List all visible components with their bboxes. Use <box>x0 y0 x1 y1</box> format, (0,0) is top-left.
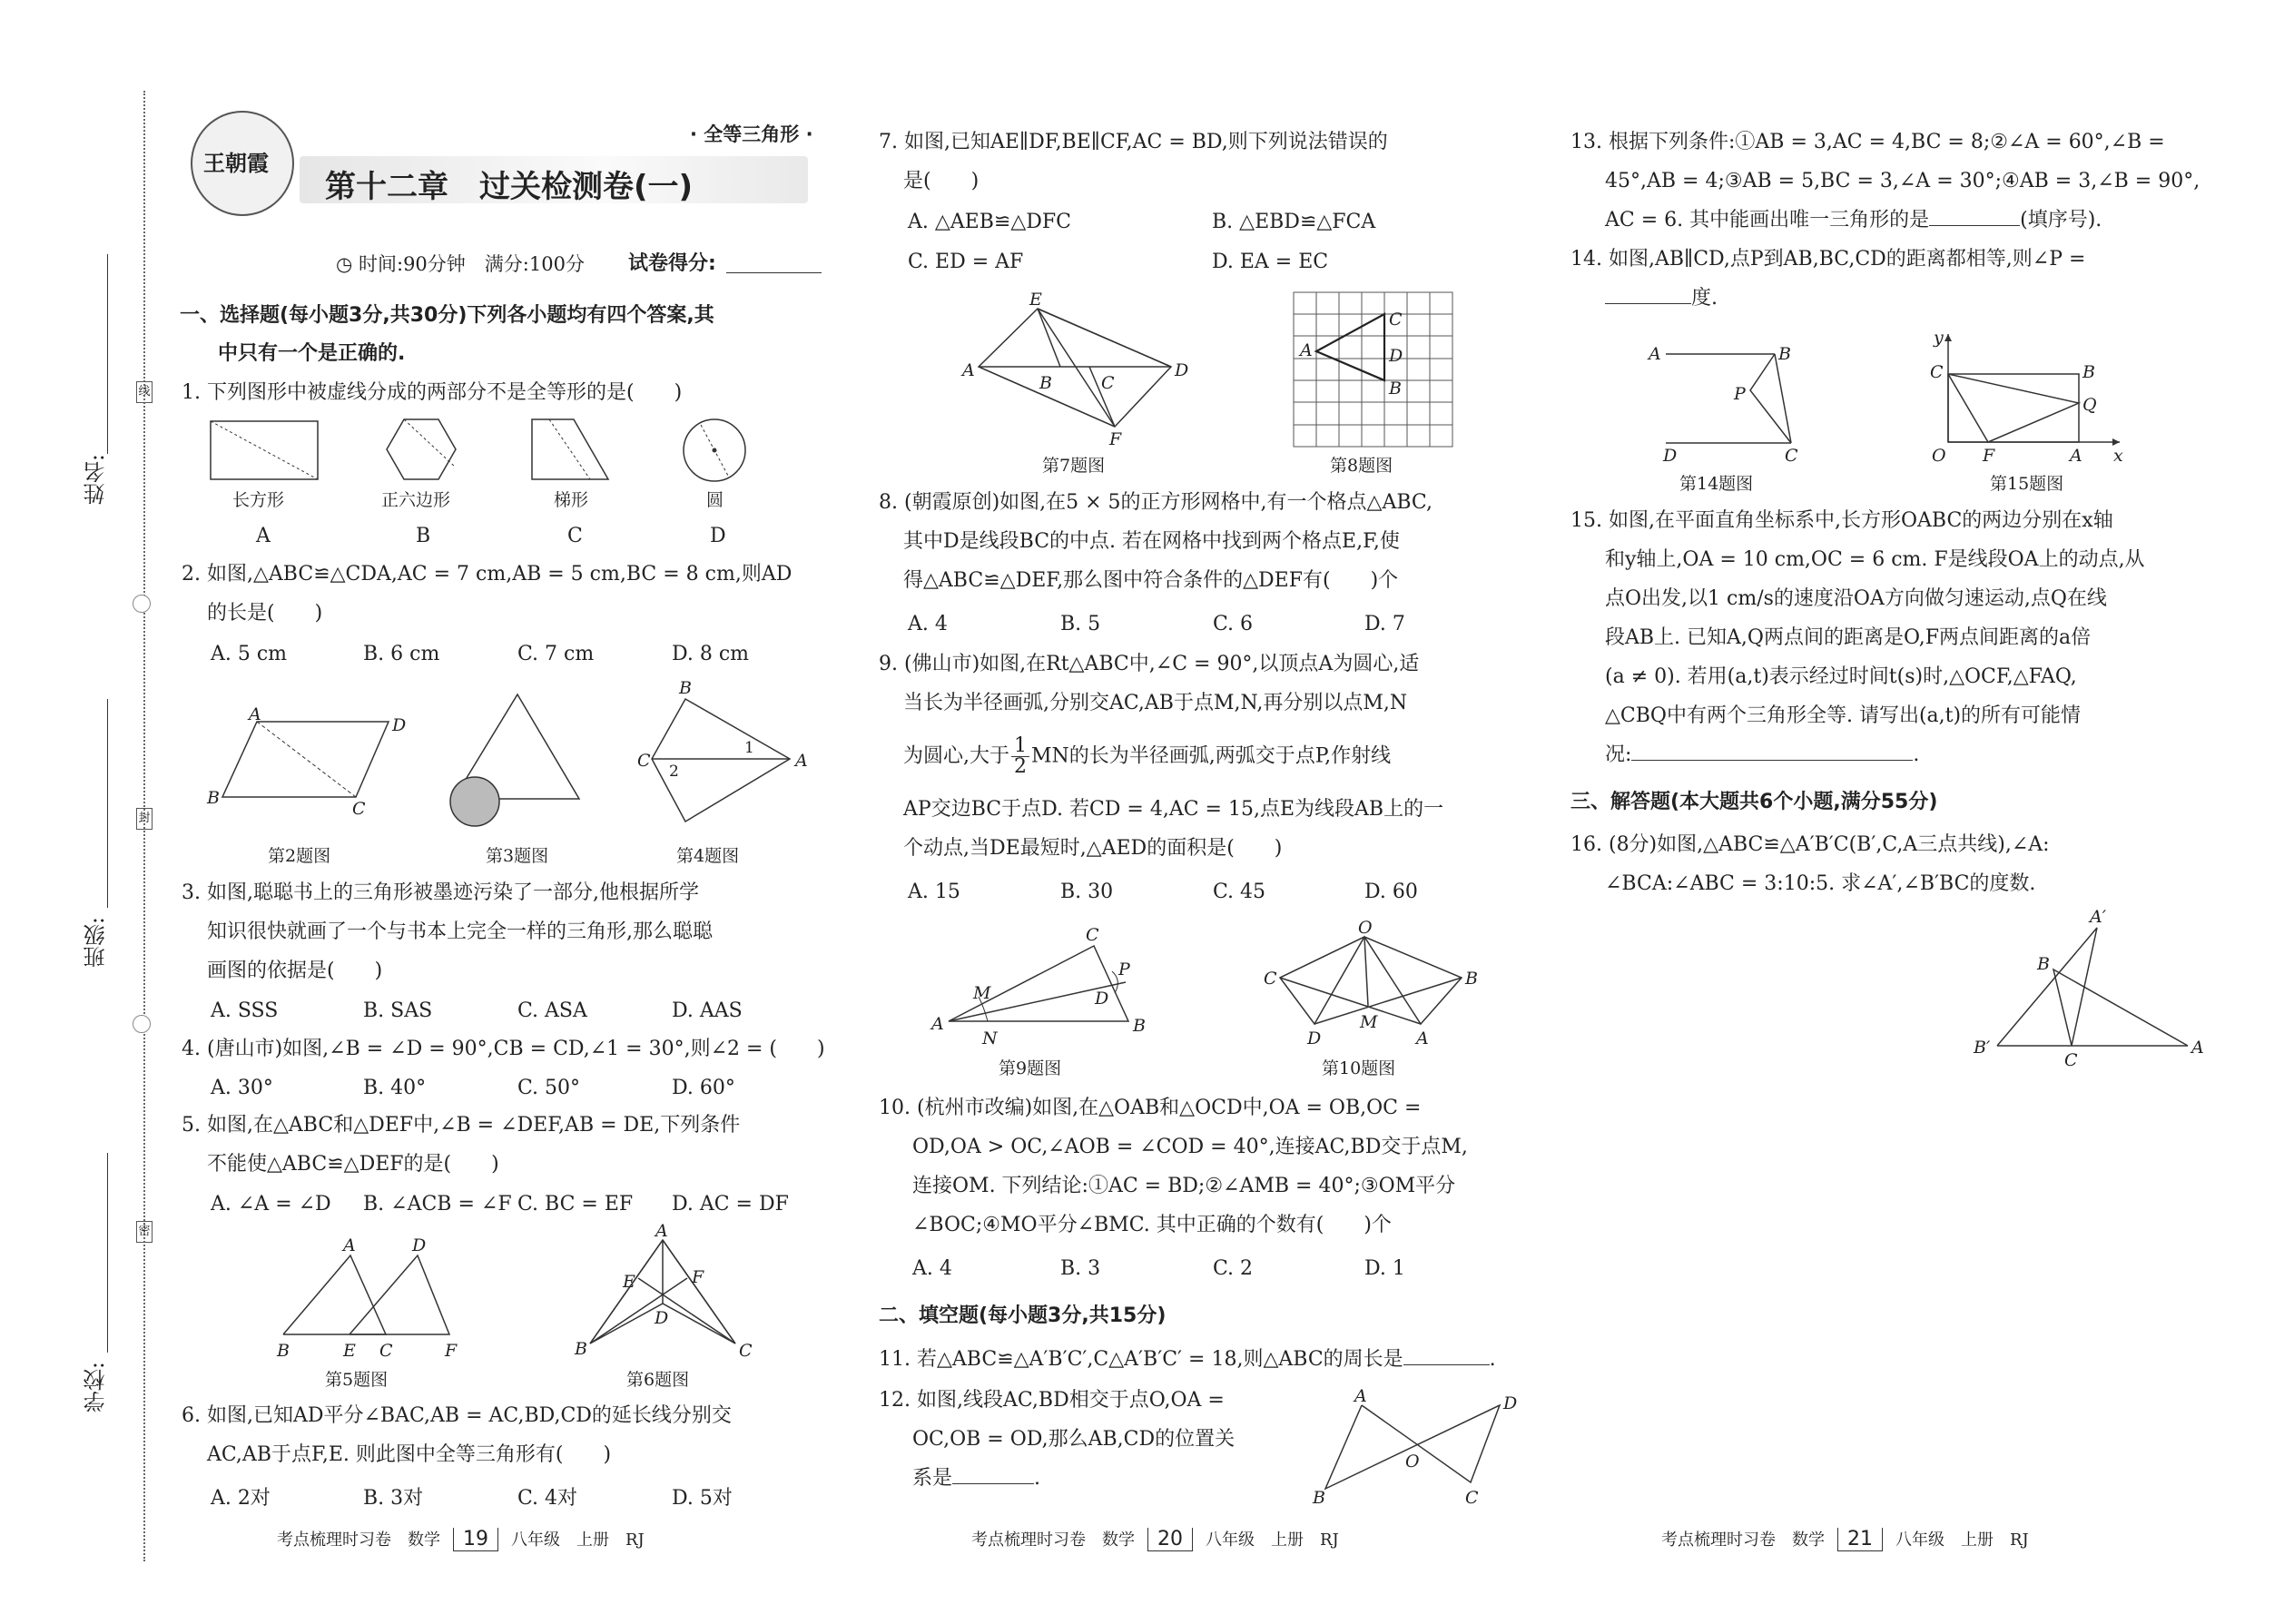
q15-line2: 和y轴上,OA = 10 cm,OC = 6 cm. F是线段OA上的动点,从 <box>1605 548 2145 571</box>
footer-right-text: 八年级 上册 RJ <box>1895 1530 2029 1550</box>
f6-label-c: C <box>739 1341 753 1361</box>
f8-label-b: B <box>1389 379 1402 399</box>
q1-rectangle-figure <box>211 421 318 479</box>
q6-option-c[interactable]: C. 4对 <box>517 1487 578 1510</box>
q4-option-c[interactable]: C. 50° <box>517 1077 581 1099</box>
f2-label-a: A <box>249 704 261 724</box>
f8-label-d: D <box>1389 346 1403 366</box>
f12-label-b: B <box>1313 1488 1325 1508</box>
q4-option-d[interactable]: D. 60° <box>672 1077 735 1099</box>
f7-label-b: B <box>1039 373 1052 393</box>
f10-label-d: D <box>1307 1029 1322 1048</box>
q8-option-b[interactable]: B. 5 <box>1060 613 1101 635</box>
f4-label-1: 1 <box>744 739 754 757</box>
q5-option-c[interactable]: C. BC = EF <box>517 1193 634 1216</box>
school-line <box>107 1153 108 1353</box>
q14-line2 <box>1605 279 1718 318</box>
f10-label-c: C <box>1264 969 1277 989</box>
fig15-caption: 第15题图 <box>1990 474 2064 494</box>
q9-option-d[interactable]: D. 60 <box>1364 881 1418 903</box>
f2-label-d: D <box>392 715 407 735</box>
page-number: 20 <box>1147 1528 1193 1551</box>
q10-line2: OD,OA > OC,∠AOB = ∠COD = 40°,连接AC,BD交于点M, <box>912 1136 1468 1158</box>
fig8-caption: 第8题图 <box>1330 456 1393 476</box>
q13-line2: 45°,AB = 4;③AB = 5,BC = 3,∠A = 30°;④AB = 3,∠B = 90°, <box>1605 170 2200 192</box>
fig10-caption: 第10题图 <box>1322 1058 1396 1078</box>
f10-label-a: A <box>1416 1029 1429 1048</box>
q1-circle-figure <box>684 419 745 481</box>
q2-option-d[interactable]: D. 8 cm <box>672 643 750 665</box>
q10-option-c[interactable]: C. 2 <box>1213 1257 1254 1280</box>
q8-option-d[interactable]: D. 7 <box>1364 613 1405 635</box>
ring-icon <box>133 1015 151 1033</box>
q9-line1: 9. (佛山市)如图,在Rt△ABC中,∠C = 90°,以顶点A为圆心,适 <box>879 653 1420 675</box>
f9-label-d: D <box>1095 989 1109 1009</box>
q14-line1: 14. 如图,AB∥CD,点P到AB,BC,CD的距离都相等,则∠P = <box>1570 248 2086 271</box>
q1-text: 1. 下列图形中被虚线分成的两部分不是全等形的是( ) <box>182 381 683 404</box>
q11-answer-blank[interactable] <box>1403 1364 1490 1365</box>
f2-label-c: C <box>352 799 366 819</box>
f9-label-c: C <box>1086 925 1099 945</box>
q8-grid <box>1294 292 1452 447</box>
f16-label-b: B <box>2037 954 2050 974</box>
page-number: 19 <box>453 1528 498 1551</box>
q9-line3-start: 为圆心,大于 <box>903 744 1009 768</box>
q1-hexagon-figure <box>387 419 456 479</box>
q12-line1: 12. 如图,线段AC,BD相交于点O,OA = <box>879 1389 1225 1412</box>
q3-line3: 画图的依据是( ) <box>207 960 383 982</box>
q10-option-b[interactable]: B. 3 <box>1060 1257 1101 1280</box>
f8-label-c: C <box>1389 310 1403 330</box>
f4-label-b: B <box>679 678 692 698</box>
f15-label-b: B <box>2082 362 2095 382</box>
q1-option-b[interactable]: B <box>416 525 431 547</box>
section-1-heading: 一、选择题(每小题3分,共30分)下列各小题均有四个答案,其 <box>180 304 714 327</box>
binding-mark-feng: 封 <box>136 808 153 830</box>
q3-line2: 知识很快就画了一个与书本上完全一样的三角形,那么聪聪 <box>207 920 713 943</box>
f9-label-m: M <box>973 983 991 1003</box>
fig6-caption: 第6题图 <box>626 1370 690 1390</box>
q7-option-c[interactable]: C. ED = AF <box>908 251 1024 273</box>
footer-page-20 <box>971 1527 1339 1551</box>
q5-option-a[interactable]: A. ∠A = ∠D <box>211 1193 331 1216</box>
q7-option-a[interactable]: A. △AEB≌△DFC <box>908 211 1071 233</box>
f14-label-p: P <box>1734 384 1746 404</box>
f14-label-d: D <box>1663 446 1678 466</box>
q4-option-b[interactable]: B. 40° <box>363 1077 427 1099</box>
f9-label-a: A <box>931 1014 944 1034</box>
q1-shape-label-d: 圆 <box>706 490 724 510</box>
f15-label-c: C <box>1930 362 1944 382</box>
q6-option-a[interactable]: A. 2对 <box>211 1487 271 1510</box>
f15-label-f: F <box>1983 446 1995 466</box>
q7-option-d[interactable]: D. EA = EC <box>1212 251 1329 273</box>
f12-label-o: O <box>1405 1452 1420 1471</box>
q10-option-d[interactable]: D. 1 <box>1364 1257 1405 1280</box>
footer-left-text: 考点梳理时习卷 数学 <box>971 1530 1135 1550</box>
q5-line2: 不能使△ABC≌△DEF的是( ) <box>207 1153 499 1176</box>
q1-trapezoid-figure <box>532 419 608 479</box>
q2-line1: 2. 如图,△ABC≌△CDA,AC = 7 cm,AB = 5 cm,BC = 8 cm,则AD <box>182 563 793 586</box>
f5-label-a: A <box>343 1235 356 1255</box>
q9-line4: AP交边BC于点D. 若CD = 4,AC = 15,点E为线段AB上的一 <box>903 798 1444 821</box>
q3-option-c[interactable]: C. ASA <box>517 999 587 1022</box>
f5-label-f: F <box>445 1341 458 1361</box>
f7-label-c: C <box>1101 373 1115 393</box>
q13-line3-text: AC = 6. 其中能画出唯一三角形的是 <box>1605 209 1930 231</box>
class-label: 班级: <box>84 917 109 969</box>
q12-line3: 系是 . <box>912 1467 1041 1490</box>
f5-label-c: C <box>379 1341 393 1361</box>
fraction-numerator: 1 <box>1011 736 1029 757</box>
f12-label-c: C <box>1465 1488 1479 1508</box>
q13-line3-end: (填序号). <box>2020 209 2102 231</box>
q7-line2: 是( ) <box>903 170 980 192</box>
f9-label-b: B <box>1133 1016 1146 1036</box>
f4-label-c: C <box>637 751 651 771</box>
fig5-caption: 第5题图 <box>325 1370 389 1390</box>
f8-label-a: A <box>1300 340 1313 360</box>
q5-option-d[interactable]: D. AC = DF <box>672 1193 789 1216</box>
name-label: 姓名: <box>84 454 109 506</box>
q9-line5: 个动点,当DE最短时,△AED的面积是( ) <box>903 837 1283 860</box>
section-2-heading: 二、填空题(每小题3分,共15分) <box>879 1304 1167 1327</box>
f9-label-p: P <box>1118 960 1130 979</box>
f5-label-e: E <box>343 1341 356 1361</box>
q1-shape-label-a: 长方形 <box>232 490 285 510</box>
f15-label-a: A <box>2070 446 2082 466</box>
f4-label-2: 2 <box>669 763 679 781</box>
q2-option-a[interactable]: A. 5 cm <box>211 643 288 665</box>
f12-label-a: A <box>1354 1386 1367 1406</box>
q8-option-c[interactable]: C. 6 <box>1213 613 1254 635</box>
fraction-half <box>1011 736 1029 777</box>
f14-label-b: B <box>1778 344 1791 364</box>
q12-answer-blank[interactable] <box>952 1483 1034 1484</box>
f10-label-o: O <box>1358 918 1373 938</box>
q13-line3 <box>1605 201 2102 240</box>
q9-line3-end: MN的长为半径画弧,两弧交于点P,作射线 <box>1031 744 1392 768</box>
f7-label-a: A <box>962 360 975 380</box>
q8-line2: 其中D是线段BC的中点. 若在网格中找到两个格点E,F,使 <box>903 530 1400 553</box>
f15-label-x: x <box>2113 446 2123 466</box>
f15-label-o: O <box>1932 446 1946 466</box>
q10-line3: 连接OM. 下列结论:①AC = BD;②∠AMB = 40°;③OM平分 <box>912 1175 1456 1197</box>
q16-line2: ∠BCA:∠ABC = 3:10:5. 求∠A′,∠B′BC的度数. <box>1605 872 2036 895</box>
f6-label-e: E <box>623 1272 635 1292</box>
f5-label-b: B <box>277 1341 290 1361</box>
q15-line6: △CBQ中有两个三角形全等. 请写出(a,t)的所有可能情 <box>1605 704 2082 727</box>
q3-option-a[interactable]: A. SSS <box>211 999 279 1022</box>
f15-label-y: y <box>1934 328 1944 348</box>
q4-line1: 4. (唐山市)如图,∠B = ∠D = 90°,CB = CD,∠1 = 30°,则∠2 = ( ) <box>182 1038 825 1060</box>
q5-line1: 5. 如图,在△ABC和△DEF中,∠B = ∠DEF,AB = DE,下列条件 <box>182 1114 741 1137</box>
logo-text: 王朝霞 <box>203 150 269 176</box>
fig2-caption: 第2题图 <box>268 846 331 866</box>
q9-line3 <box>903 736 1391 777</box>
page-title: 第十二章 过关检测卷(一) <box>325 169 694 205</box>
q12-line3-text: 系是 <box>912 1467 953 1490</box>
q1-option-d[interactable]: D <box>710 525 726 547</box>
q2-option-b[interactable]: B. 6 cm <box>363 643 440 665</box>
q1-option-c[interactable]: C <box>567 525 583 547</box>
time-info: ◷ 时间:90分钟 满分:100分 <box>336 253 585 275</box>
f7-label-f: F <box>1109 429 1122 449</box>
footer-left-text: 考点梳理时习卷 数学 <box>1661 1530 1825 1550</box>
f16-label-c: C <box>2064 1050 2078 1070</box>
q10-line1: 10. (杭州市改编)如图,在△OAB和△OCD中,OA = OB,OC = <box>879 1097 1422 1119</box>
class-line <box>107 699 108 908</box>
q15-line3: 点O出发,以1 cm/s的速度沿OA方向做匀速运动,点Q在线 <box>1605 587 2107 610</box>
f5-label-d: D <box>412 1235 427 1255</box>
q9-line2: 当长为半径画弧,分别交AC,AB于点M,N,再分别以点M,N <box>903 692 1408 714</box>
f7-label-e: E <box>1029 290 1042 310</box>
f6-label-f: F <box>692 1267 704 1287</box>
f14-label-a: A <box>1649 344 1661 364</box>
fig7-caption: 第7题图 <box>1042 456 1106 476</box>
score-blank[interactable] <box>726 272 822 273</box>
f6-label-d: D <box>655 1308 669 1328</box>
f9-label-n: N <box>982 1029 998 1048</box>
q3-option-b[interactable]: B. SAS <box>363 999 433 1022</box>
footer-right-text: 八年级 上册 RJ <box>1206 1530 1339 1550</box>
binding-mark-xian: 线 <box>136 381 153 403</box>
q10-line4: ∠BOC;④MO平分∠BMC. 其中正确的个数有( )个 <box>912 1214 1392 1236</box>
f10-label-m: M <box>1360 1012 1378 1032</box>
f14-label-c: C <box>1785 446 1798 466</box>
q7-option-b[interactable]: B. △EBD≌△FCA <box>1212 211 1376 233</box>
section-3-heading: 三、解答题(本大题共6个小题,满分55分) <box>1570 791 1938 813</box>
q15-line7: 况: . <box>1605 743 1920 766</box>
f16-label-a: A <box>2191 1038 2204 1058</box>
page-category: · 全等三角形 · <box>690 123 813 145</box>
q15-line7-text: 况: <box>1605 743 1632 766</box>
footer-page-19 <box>277 1527 645 1551</box>
school-label: 学校: <box>84 1362 109 1413</box>
q14-answer-blank[interactable] <box>1605 303 1691 304</box>
binding-mark-mi: 密 <box>136 1221 153 1243</box>
q16-line1: 16. (8分)如图,△ABC≌△A′B′C(B′,C,A三点共线),∠A: <box>1570 833 2050 856</box>
q9-option-a[interactable]: A. 15 <box>908 881 960 903</box>
q3-option-d[interactable]: D. AAS <box>672 999 743 1022</box>
q6-line2: AC,AB于点F,E. 则此图中全等三角形有( ) <box>207 1443 612 1466</box>
q1-option-a[interactable]: A <box>256 525 271 547</box>
f6-label-b: B <box>575 1339 587 1359</box>
q15-line5: (a ≠ 0). 若用(a,t)表示经过时间t(s)时,△OCF,△FAQ, <box>1605 665 2077 688</box>
f2-label-b: B <box>207 788 220 808</box>
fig9-caption: 第9题图 <box>999 1058 1062 1078</box>
q13-line1: 13. 根据下列条件:①AB = 3,AC = 4,BC = 8;②∠A = 60°,∠B = <box>1570 131 2165 153</box>
name-line <box>107 254 108 454</box>
q6-option-d[interactable]: D. 5对 <box>672 1487 733 1510</box>
f16-label-a-prime: A′ <box>2090 907 2107 927</box>
f10-label-b: B <box>1465 969 1478 989</box>
q13-answer-blank[interactable] <box>1929 225 2020 226</box>
q8-option-a[interactable]: A. 4 <box>908 613 948 635</box>
ring-icon <box>133 595 151 613</box>
q1-shape-label-b: 正六边形 <box>381 490 451 510</box>
q11-text: 11. 若△ABC≌△A′B′C′,C△A′B′C′ = 18,则△ABC的周长是 . <box>879 1348 1496 1371</box>
q1-shape-label-c: 梯形 <box>554 490 589 510</box>
page-number: 21 <box>1837 1528 1883 1551</box>
q15-answer-blank[interactable] <box>1631 760 1913 761</box>
q6-option-b[interactable]: B. 3对 <box>363 1487 424 1510</box>
q15-line4: 段AB上. 已知A,Q两点间的距离是O,F两点间距离的a倍 <box>1605 626 2092 649</box>
fig4-caption: 第4题图 <box>676 846 740 866</box>
fig3-caption: 第3题图 <box>486 846 549 866</box>
q8-line3: 得△ABC≌△DEF,那么图中符合条件的△DEF有( )个 <box>903 569 1399 592</box>
f12-label-d: D <box>1503 1393 1518 1413</box>
f6-label-a: A <box>655 1221 668 1241</box>
q4-option-a[interactable]: A. 30° <box>211 1077 273 1099</box>
q2-line2: 的长是( ) <box>207 602 323 625</box>
fig14-caption: 第14题图 <box>1679 474 1754 494</box>
q2-option-c[interactable]: C. 7 cm <box>517 643 595 665</box>
q15-line1: 15. 如图,在平面直角坐标系中,长方形OABC的两边分别在x轴 <box>1570 509 2113 532</box>
f15-label-q: Q <box>2082 395 2097 415</box>
q3-line1: 3. 如图,聪聪书上的三角形被墨迹污染了一部分,他根据所学 <box>182 881 699 904</box>
q6-line1: 6. 如图,已知AD平分∠BAC,AB = AC,BD,CD的延长线分别交 <box>182 1404 732 1427</box>
footer-right-text: 八年级 上册 RJ <box>511 1530 645 1550</box>
score-label: 试卷得分: <box>628 252 716 275</box>
f4-label-a: A <box>795 751 808 771</box>
q8-line1: 8. (朝霞原创)如图,在5 × 5的正方形网格中,有一个格点△ABC, <box>879 491 1433 514</box>
q7-line1: 7. 如图,已知AE∥DF,BE∥CF,AC = BD,则下列说法错误的 <box>879 131 1388 153</box>
fraction-denominator: 2 <box>1014 755 1027 778</box>
q14-line2-end: 度. <box>1691 287 1718 310</box>
q9-option-b[interactable]: B. 30 <box>1060 881 1114 903</box>
section-1-heading-cont: 中只有一个是正确的. <box>218 342 406 365</box>
footer-left-text: 考点梳理时习卷 数学 <box>277 1530 440 1550</box>
footer-page-21 <box>1661 1527 2029 1551</box>
f7-label-d: D <box>1175 360 1189 380</box>
q12-line2: OC,OB = OD,那么AB,CD的位置关 <box>912 1428 1236 1451</box>
q11-question: 11. 若△ABC≌△A′B′C′,C△A′B′C′ = 18,则△ABC的周长是 <box>879 1348 1403 1371</box>
f16-label-b-prime: B′ <box>1974 1038 1991 1058</box>
q5-option-b[interactable]: B. ∠ACB = ∠F <box>363 1193 512 1216</box>
q10-option-a[interactable]: A. 4 <box>912 1257 952 1280</box>
q9-option-c[interactable]: C. 45 <box>1213 881 1266 903</box>
